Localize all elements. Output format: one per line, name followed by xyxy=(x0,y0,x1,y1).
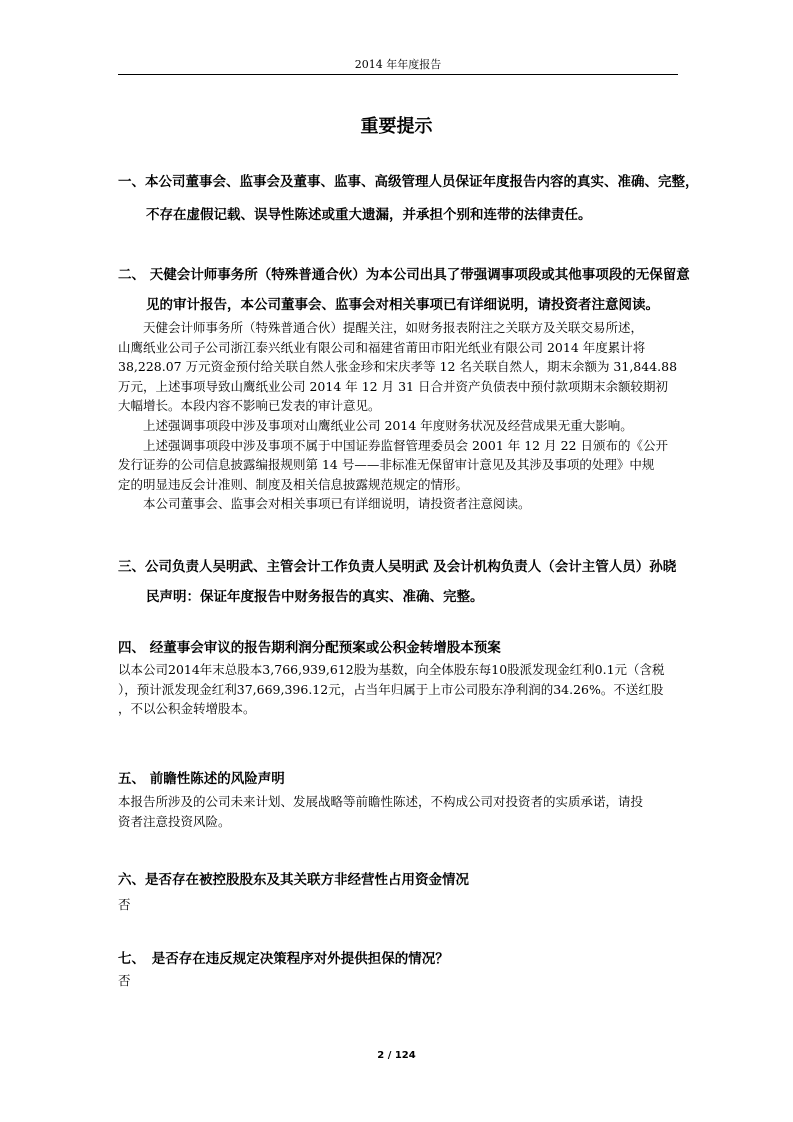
section-2-body xyxy=(118,318,683,514)
section-6-heading: 六、是否存在被控股股东及其关联方非经营性占用资金情况 xyxy=(118,872,469,888)
paragraph-line: 本公司董事会、监事会对相关事项已有详细说明，请投资者注意阅读。 xyxy=(118,496,531,512)
section-5-body xyxy=(118,792,683,831)
section-4-heading: 四、 经董事会审议的报告期利润分配预案或公积金转增股本预案 xyxy=(118,640,501,656)
paragraph-line: 上述强调事项段中涉及事项对山鹰纸业公司 2014 年度财务状况及经营成果无重大影响。 xyxy=(118,417,633,433)
paragraph-line: 发行证券的公司信息披露编报规则第 14 号——非标准无保留审计意见及其涉及事项的处理》中规 xyxy=(118,457,655,473)
paragraph-line: 以本公司2014年末总股本3,766,939,612股为基数，向全体股东每10股派发现金红利0.1元（含税 xyxy=(118,662,665,677)
section-6-body: 否 xyxy=(118,897,131,912)
paragraph-line: ，不以公积金转增股本。 xyxy=(118,701,256,717)
section-7-body: 否 xyxy=(118,973,131,988)
section-1-heading-cont: 不存在虚假记载、误导性陈述或重大遗漏，并承担个别和连带的法律责任。 xyxy=(146,207,592,223)
paragraph-line: 天健会计师事务所（特殊普通合伙）提醒关注，如财务报表附注之关联方及关联交易所述， xyxy=(118,320,644,335)
section-3-heading: 三、公司负责人吴明武、主管会计工作负责人吴明武 及会计机构负责人（会计主管人员）孙晓 xyxy=(118,559,677,575)
paragraph-line: ），预计派发现金红利37,669,396.12元，占当年归属于上市公司股东净利润的34.26%。不送红股 xyxy=(118,681,664,697)
page-number: 2 / 124 xyxy=(377,1050,416,1061)
paragraph-line: 大幅增长。本段内容不影响已发表的审计意见。 xyxy=(118,398,381,414)
header-divider xyxy=(118,74,678,75)
paragraph-line: 定的明显违反会计准则、制度及相关信息披露规范规定的情形。 xyxy=(118,476,469,492)
paragraph-line: 上述强调事项段中涉及事项不属于中国证券监督管理委员会 2001 年 12 月 22 日颁布的《公开 xyxy=(118,437,668,453)
paragraph-line: 山鹰纸业公司子公司浙江泰兴纸业有限公司和福建省莆田市阳光纸业有限公司 2014 年度累计将 xyxy=(118,339,646,355)
paragraph-line: 本报告所涉及的公司未来计划、发展战略等前瞻性陈述，不构成公司对投资者的实质承诺，请投 xyxy=(118,794,644,809)
section-7-heading: 七、 是否存在违反规定决策程序对外提供担保的情况？ xyxy=(118,951,449,967)
section-5-heading: 五、 前瞻性陈述的风险声明 xyxy=(118,771,285,787)
section-2-heading-cont: 见的审计报告，本公司董事会、监事会对相关事项已有详细说明，请投资者注意阅读。 xyxy=(146,297,659,313)
paragraph-line: 38,228.07 万元资金预付给关联自然人张金珍和宋庆孝等 12 名关联自然人，期末余额为 31,844.88 xyxy=(118,359,678,375)
section-2-heading: 二、 天健会计师事务所（特殊普通合伙）为本公司出具了带强调事项段或其他事项段的无保留意 xyxy=(118,267,690,283)
paragraph-line: 万元，上述事项导致山鹰纸业公司 2014 年 12 月 31 日合并资产负债表中预付款项期末余额较期初 xyxy=(118,378,668,394)
page-title: 重要提示 xyxy=(360,116,433,137)
section-4-body xyxy=(118,660,683,719)
section-3-heading-cont: 民声明：保证年度报告中财务报告的真实、准确、完整。 xyxy=(146,589,484,605)
paragraph-line: 资者注意投资风险。 xyxy=(118,813,231,829)
section-1-heading: 一、本公司董事会、监事会及董事、监事、高级管理人员保证年度报告内容的真实、准确、完整， xyxy=(118,174,699,190)
running-header: 2014 年年度报告 xyxy=(354,58,442,71)
